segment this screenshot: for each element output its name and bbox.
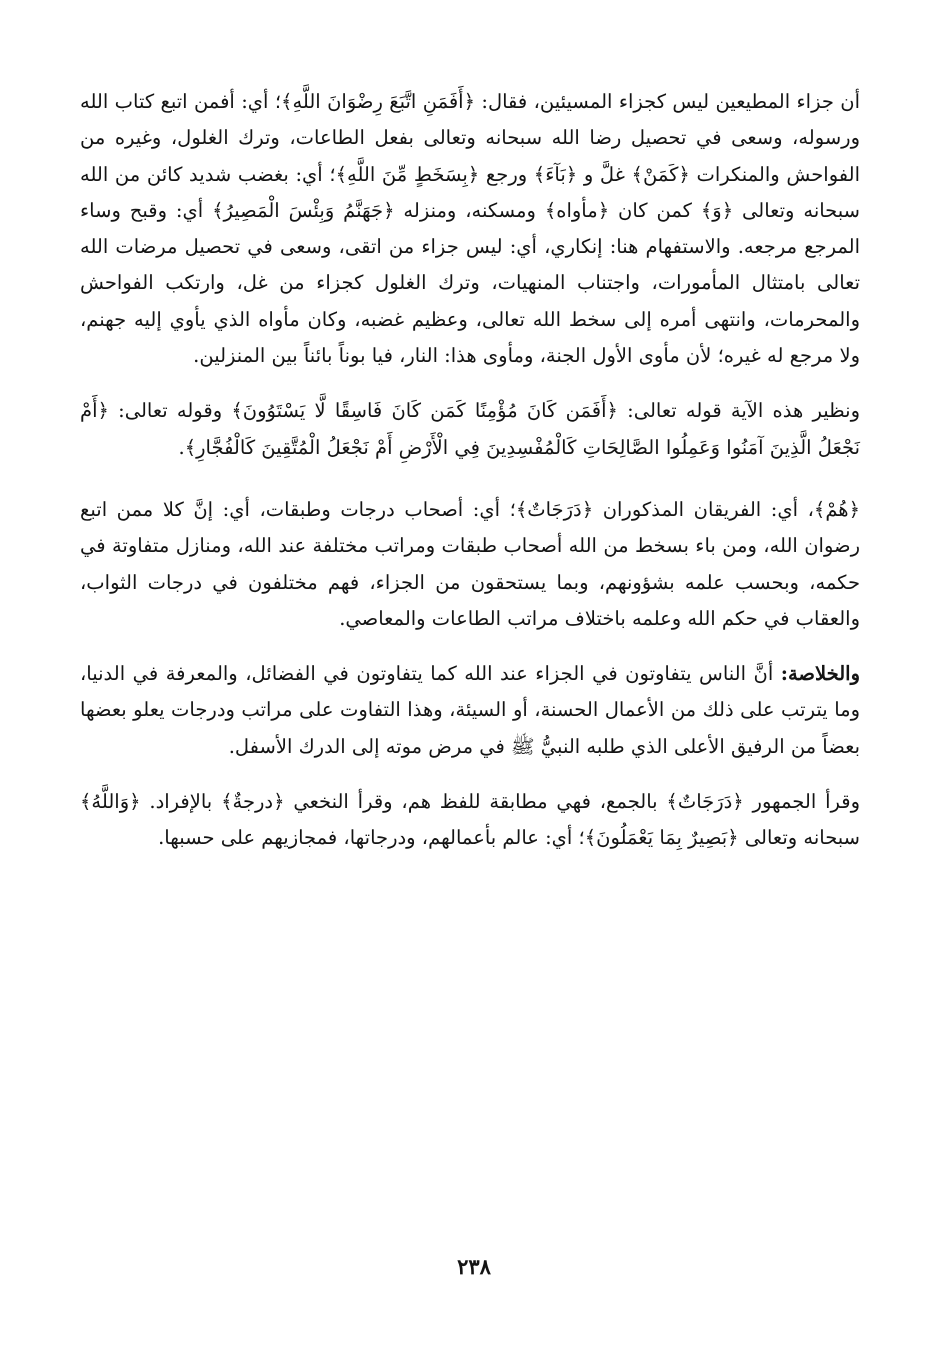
page-number: ٢٣٨ [457, 1254, 491, 1279]
paragraph-3 [80, 492, 860, 637]
paragraph-5-text: وقرأ الجمهور ﴿دَرَجَاتٌ﴾ بالجمع، فهي مطابقة للفظ هم، وقرأ النخعي ﴿درجةٌ﴾ بالإفراد. ﴿وَاللَّهُ﴾ سبحانه وتعالى ﴿بَصِيرٌ بِمَا يَعْمَلُونَ﴾؛ أي: عالم بأعمالهم، ودرجاتها، فمجازيهم على حسبها. [80, 790, 860, 850]
paragraph-4 [80, 656, 860, 765]
paragraph-5 [80, 784, 860, 857]
paragraph-2-text: ونظير هذه الآية قوله تعالى: ﴿أَفَمَن كَانَ مُؤْمِنًا كَمَن كَانَ فَاسِقًا لَّا يَسْتَوُونَ﴾ وقوله تعالى: ﴿أَمْ نَجْعَلُ الَّذِينَ آمَنُوا وَعَمِلُوا الصَّالِحَاتِ كَالْمُفْسِدِينَ فِي الْأَرْضِ أَمْ نَجْعَلُ الْمُتَّقِينَ كَالْفُجَّارِ﴾. [80, 399, 860, 459]
paragraph-4-text: أنَّ الناس يتفاوتون في الجزاء عند الله كما يتفاوتون في الفضائل، والمعرفة في الدنيا، وما يترتب على ذلك من الأعمال الحسنة، أو السيئة، وهذا التفاوت على مراتب ودرجات يعلو بعضها بعضاً من الرفيق الأعلى الذي طلبه النبيُّ ﷺ في مرض موته إلى الدرك الأسفل. [80, 662, 860, 758]
paragraph-2 [80, 393, 860, 466]
paragraph-1-text: أن جزاء المطيعين ليس كجزاء المسيئين، فقال: ﴿أَفَمَنِ اتَّبَعَ رِضْوَانَ اللَّهِ﴾؛ أي: أفمن اتبع كتاب الله ورسوله، وسعى في تحصيل رضا الله سبحانه وتعالى بفعل الطاعات، وترك الغلول، وغيره من الفواحش والمنكرات ﴿كَمَنْ﴾ غلَّ و ﴿بَآءَ﴾ ورجع ﴿بِسَخَطٍ مِّنَ اللَّهِ﴾؛ أي: بغضب شديد كائن من الله سبحانه وتعالى ﴿وَ﴾ كمن كان ﴿مأواه﴾ ومسكنه، ومنزله ﴿جَهَنَّمُ وَبِئْسَ الْمَصِيرُ﴾ أي: وقبح وساء المرجع مرجعه. والاستفهام هنا: إنكاري، أي: ليس جزاء من اتقى، وسعى في تحصيل مرضات الله تعالى بامتثال المأمورات، واجتناب المنهيات، وترك الغلول كجزاء من غل، وارتكب الفواحش والمحرمات، وانتهى أمره إلى سخط الله تعالى، وعظيم غضبه، وكان مأواه الذي يأوي إليه جهنم، ولا مرجع له غيره؛ لأن مأوى الأول الجنة، ومأوى هذا: النار، فيا بوناً بائناً بين المنزلين. [80, 90, 860, 368]
paragraph-4-lead: والخلاصة: [780, 662, 860, 686]
page-body [80, 84, 860, 857]
paragraph-3-text: ﴿هُمْ﴾، أي: الفريقان المذكوران ﴿دَرَجَاتٌ﴾؛ أي: أصحاب درجات وطبقات، أي: إنَّ كلا ممن اتبع رضوان الله، ومن باء بسخط من الله أصحاب طبقات ومراتب مختلفة عند الله، ومنازل متفاوتة في حكمه، وبحسب علمه بشؤونهم، وبما يستحقون من الجزاء، فهم مختلفون في درجات الثواب، والعقاب في حكم الله وعلمه باختلاف مراتب الطاعات والمعاصي. [80, 497, 860, 630]
paragraph-1 [80, 84, 860, 374]
